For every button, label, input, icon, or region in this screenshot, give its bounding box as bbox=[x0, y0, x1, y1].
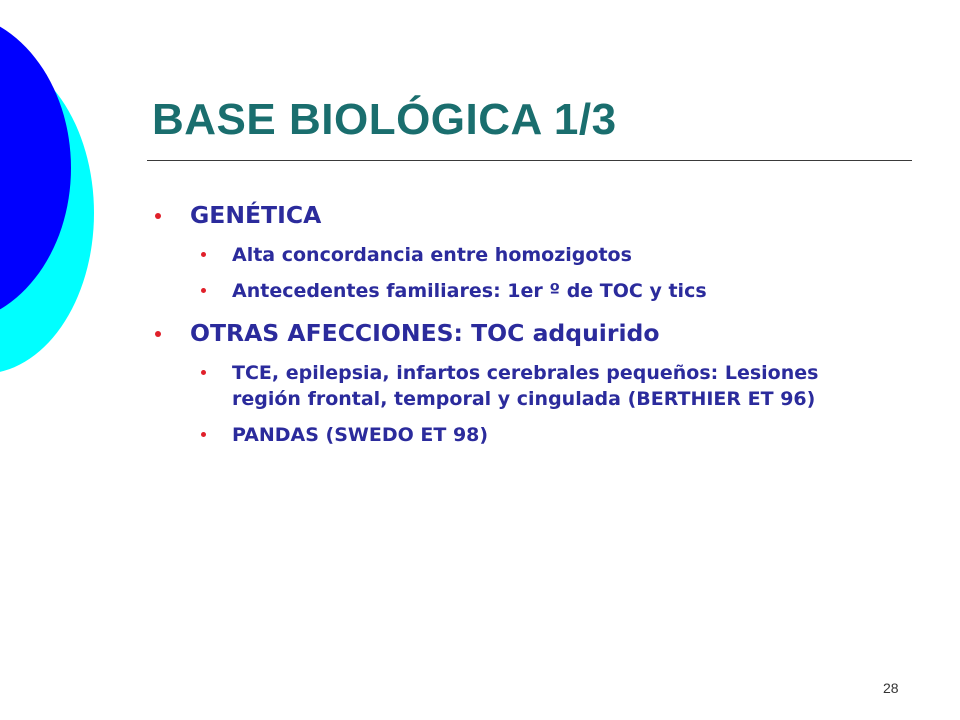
bullet-dot-icon bbox=[201, 370, 206, 375]
bullet-text: GENÉTICA bbox=[190, 201, 322, 229]
slide-title: BASE BIOLÓGICA 1/3 bbox=[152, 95, 617, 144]
title-divider bbox=[147, 160, 912, 161]
sub-bullet-text: TCE, epilepsia, infartos cerebrales pequeños: Lesiones región frontal, temporal y cingulada (BERTHIER ET 96) bbox=[232, 362, 819, 410]
bullet-genetica bbox=[155, 196, 885, 234]
sub-bullet-text: PANDAS (SWEDO ET 98) bbox=[232, 424, 489, 446]
bullet-dot-icon bbox=[201, 432, 206, 437]
slide-content bbox=[155, 196, 885, 458]
bullet-otras-afecciones bbox=[155, 314, 885, 352]
bullet-dot-icon bbox=[155, 331, 161, 337]
sub-bullet-text: Alta concordancia entre homozigotos bbox=[232, 244, 632, 266]
sub-bullet-antecedentes bbox=[201, 278, 885, 304]
sub-bullet-tce bbox=[201, 360, 885, 412]
bullet-dot-icon bbox=[201, 288, 206, 293]
sub-bullet-pandas bbox=[201, 422, 885, 448]
sub-bullet-text: Antecedentes familiares: 1er º de TOC y tics bbox=[232, 280, 707, 302]
page-number: 28 bbox=[883, 680, 899, 696]
sub-bullet-concordancia bbox=[201, 242, 885, 268]
bullet-text: OTRAS AFECCIONES: TOC adquirido bbox=[190, 319, 660, 347]
bullet-dot-icon bbox=[155, 213, 161, 219]
bullet-dot-icon bbox=[201, 252, 206, 257]
